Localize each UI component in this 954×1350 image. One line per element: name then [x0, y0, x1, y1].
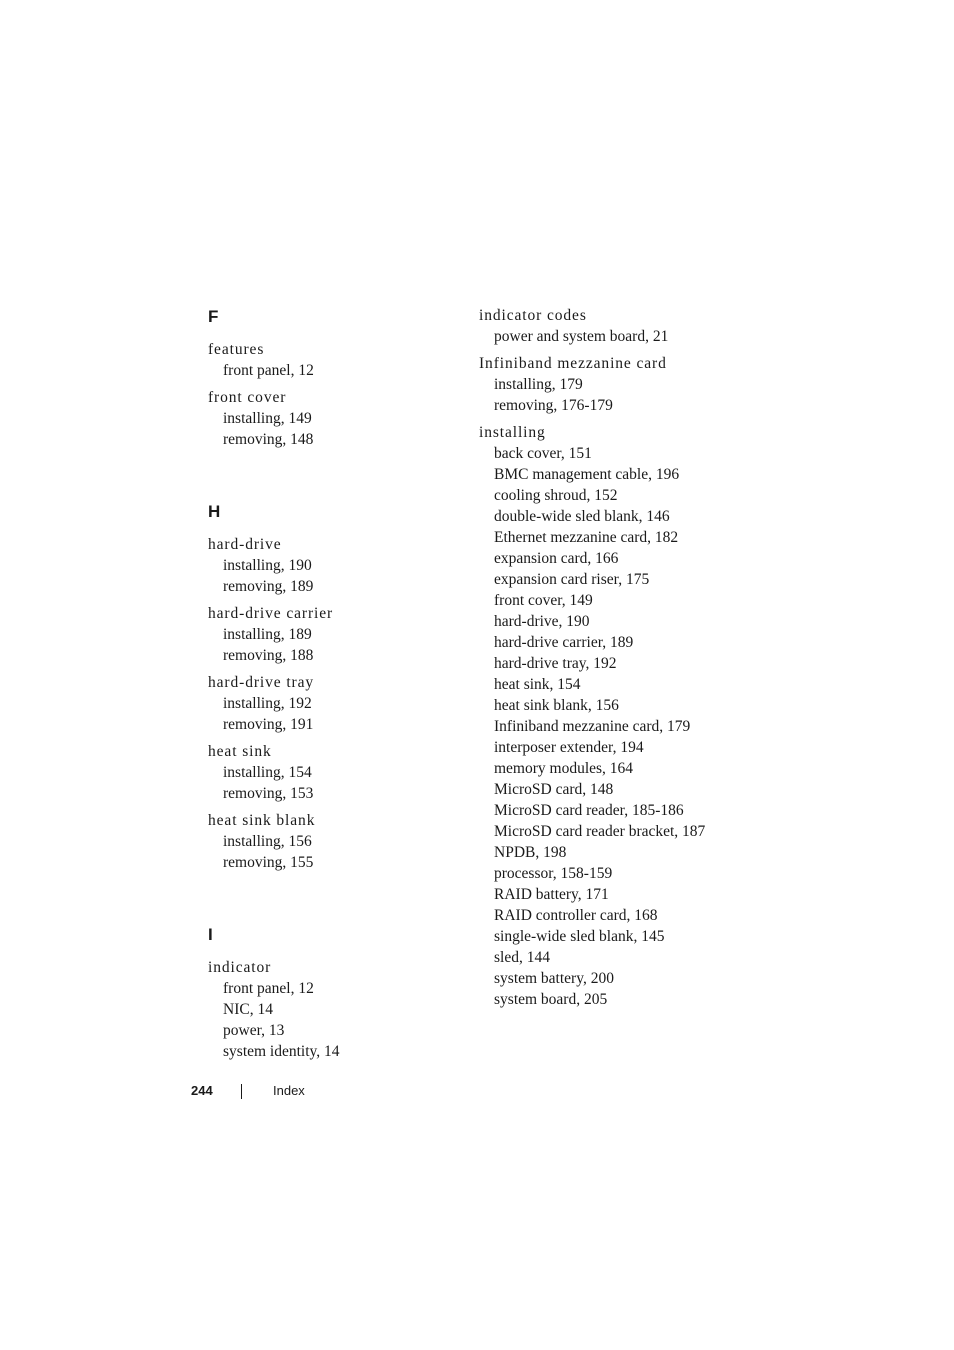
index-subentry: hard-drive, 190: [494, 613, 590, 630]
index-subentry: installing, 192: [223, 695, 312, 712]
index-subentry: heat sink blank, 156: [494, 697, 619, 714]
index-subentry: cooling shroud, 152: [494, 487, 618, 504]
index-subentry: removing, 188: [223, 647, 314, 664]
index-subentry: memory modules, 164: [494, 760, 634, 777]
index-term: front cover: [208, 389, 287, 406]
index-subentry: MicroSD card reader, 185-186: [494, 802, 684, 819]
index-entry: [479, 353, 779, 416]
index-term: Infiniband mezzanine card: [479, 355, 667, 372]
footer-divider: [241, 1084, 242, 1099]
index-subentry: hard-drive carrier, 189: [494, 634, 634, 651]
index-subentry: removing, 148: [223, 431, 314, 448]
index-right-column: [479, 305, 779, 1016]
section-letter-heading: H: [208, 502, 221, 521]
index-term: hard-drive: [208, 536, 282, 553]
section-letter-heading: F: [208, 307, 219, 326]
index-subentry: removing, 189: [223, 578, 314, 595]
index-entry: [479, 305, 779, 347]
index-subentry: installing, 149: [223, 410, 312, 427]
index-subentry: system identity, 14: [223, 1043, 340, 1060]
index-term: heat sink blank: [208, 812, 316, 829]
index-subentry: BMC management cable, 196: [494, 466, 680, 483]
index-subentry: hard-drive tray, 192: [494, 655, 617, 672]
index-subentry: installing, 156: [223, 833, 312, 850]
index-entry: [208, 741, 458, 804]
index-term: installing: [479, 424, 546, 441]
index-subentry: MicroSD card, 148: [494, 781, 614, 798]
index-subentry: front panel, 12: [223, 980, 314, 997]
index-subentry: installing, 154: [223, 764, 312, 781]
index-subentry: system battery, 200: [494, 970, 614, 987]
index-left-column: [208, 305, 458, 1114]
index-subentry: RAID controller card, 168: [494, 907, 658, 924]
section-letter-heading: I: [208, 925, 213, 944]
index-subentry: processor, 158-159: [494, 865, 613, 882]
index-term: hard-drive carrier: [208, 605, 334, 622]
index-subentry: expansion card riser, 175: [494, 571, 650, 588]
index-entry: [208, 672, 458, 735]
index-subentry: interposer extender, 194: [494, 739, 644, 756]
index-subentry: MicroSD card reader bracket, 187: [494, 823, 706, 840]
index-term: indicator: [208, 959, 272, 976]
index-section: [208, 925, 458, 1062]
index-entry: [479, 422, 779, 1010]
index-subentry: removing, 153: [223, 785, 314, 802]
index-subentry: double-wide sled blank, 146: [494, 508, 670, 525]
index-subentry: NPDB, 198: [494, 844, 567, 861]
index-entry: [208, 387, 458, 450]
index-subentry: removing, 155: [223, 854, 314, 871]
index-subentry: RAID battery, 171: [494, 886, 609, 903]
index-subentry: installing, 179: [494, 376, 583, 393]
index-subentry: removing, 191: [223, 716, 314, 733]
index-subentry: single-wide sled blank, 145: [494, 928, 665, 945]
index-entry: [208, 810, 458, 873]
page-number: 244: [191, 1083, 213, 1098]
index-subentry: front cover, 149: [494, 592, 593, 609]
index-subentry: expansion card, 166: [494, 550, 619, 567]
index-subentry: heat sink, 154: [494, 676, 581, 693]
index-term: indicator codes: [479, 307, 587, 324]
index-entry: [208, 957, 458, 1062]
index-subentry: installing, 189: [223, 626, 312, 643]
index-section: [208, 307, 458, 450]
index-term: features: [208, 341, 265, 358]
index-entry: [208, 603, 458, 666]
index-subentry: Infiniband mezzanine card, 179: [494, 718, 691, 735]
index-entry: [208, 534, 458, 597]
index-subentry: Ethernet mezzanine card, 182: [494, 529, 679, 546]
index-term: heat sink: [208, 743, 272, 760]
index-subentry: power, 13: [223, 1022, 285, 1039]
index-subentry: power and system board, 21: [494, 328, 669, 345]
index-section: [208, 502, 458, 873]
index-subentry: system board, 205: [494, 991, 608, 1008]
index-subentry: front panel, 12: [223, 362, 314, 379]
index-subentry: installing, 190: [223, 557, 312, 574]
index-subentry: NIC, 14: [223, 1001, 273, 1018]
index-entry: [208, 339, 458, 381]
index-subentry: sled, 144: [494, 949, 550, 966]
index-subentry: back cover, 151: [494, 445, 592, 462]
footer-section-label: Index: [273, 1083, 305, 1098]
index-subentry: removing, 176-179: [494, 397, 613, 414]
index-term: hard-drive tray: [208, 674, 315, 691]
